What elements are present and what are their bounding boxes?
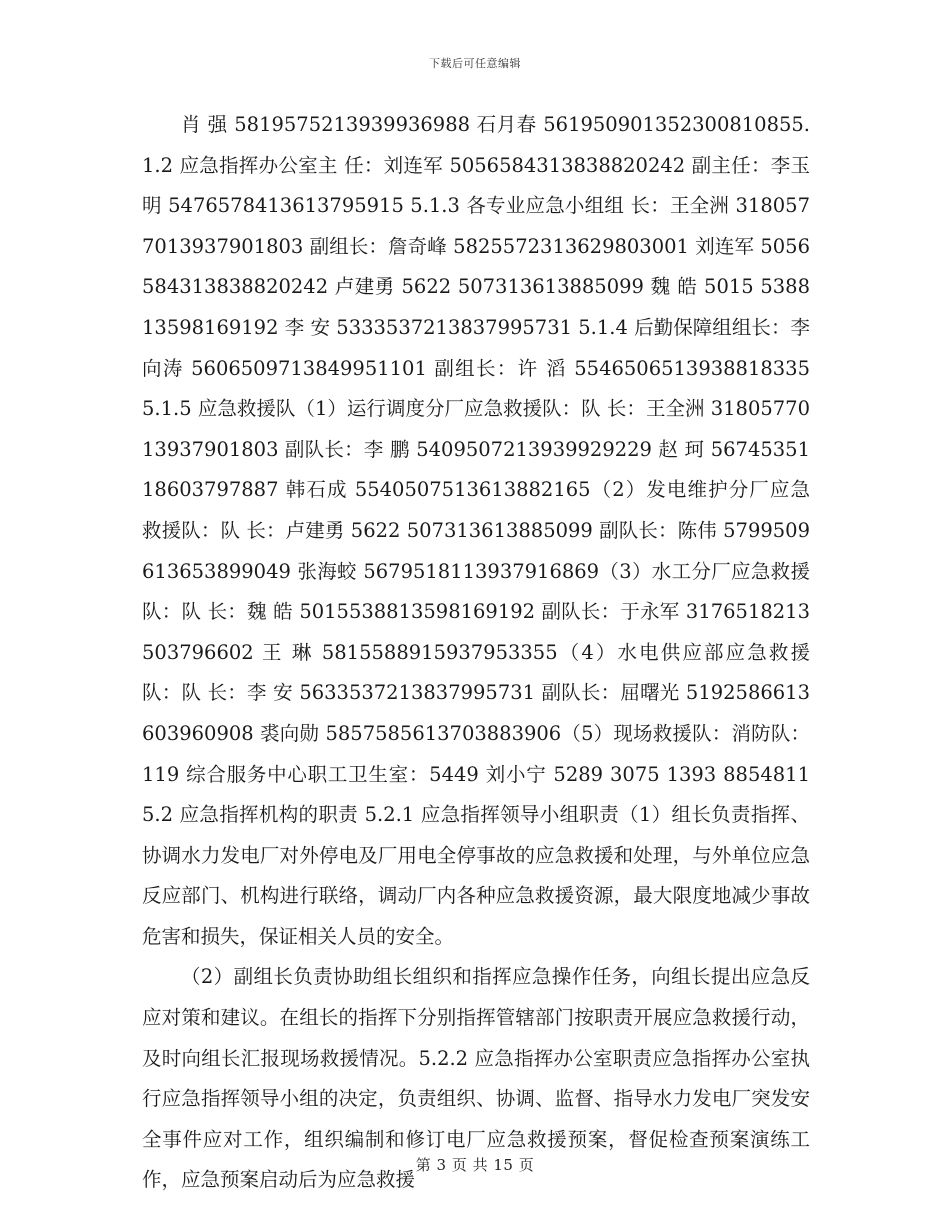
page-header-note: 下载后可任意编辑 <box>429 57 521 70</box>
body-paragraph-2: （2）副组长负责协助组长组织和指挥应急操作任务，向组长提出应急反应对策和建议。在组长的指挥下分别指挥管辖部门按职责开展应急救援行动，及时向组长汇报现场救援情况。5.2.2 应急指挥办公室职责应急指挥办公室执行应急指挥领导小组的决定，负责组织、协调、监督、指导水力发电厂突发安全事件应对工作，组织编制和修订电厂应急救援预案，督促检查预案演练工作，应急预案启动后为应急救援 <box>142 965 810 1192</box>
document-body <box>142 105 810 1201</box>
body-paragraph-1: 肖 强 5819575213939936988 石月春 561950901352300810855.1.2 应急指挥办公室主 任：刘连军 5056584313838820242 副主任：李玉明 5476578413613795915 5.1.3 各专业应急小组组 长：王全洲 3180577013937901803 副组长：詹奇峰 5825572313629803001 刘连军 5056584313838820242 卢建勇 5622 507313613885099 魏 皓 5015 538813598169192 李 安 5333537213837995731 5.1.4 后勤保障组组长：李向涛 5606509713849951101 副组长：许 滔 5546506513938818335 5.1.5 应急救援队（1）运行调度分厂应急救援队：队 长：王全洲 3180577013937901803 副队长：李 鹏 5409507213939929229 赵 珂 5674535118603797887 韩石成 5540507513613882165（2）发电维护分厂应急救援队：队 长：卢建勇 5622 507313613885099 副队长：陈伟 5799509613653899049 张海蛟 5679518113937916869（3）水工分厂应急救援队：队 长：魏 皓 5015538813598169192 副队长：于永军 3176518213503796602 王 琳 5815588915937953355（4）水电供应部应急救援队：队 长：李 安 5633537213837995731 副队长：屈曙光 5192586613603960908 裘向勋 5857585613703883906（5）现场救援队：消防队：119 综合服务中心职工卫生室：5449 刘小宁 5289 3075 1393 8854811 5.2 应急指挥机构的职责 5.2.1 应急指挥领导小组职责（1）组长负责指挥、协调水力发电厂对外停电及厂用电全停事故的应急救援和处理，与外单位应急反应部门、机构进行联络，调动厂内各种应急救援资源，最大限度地减少事故危害和损失，保证相关人员的安全。 <box>142 113 810 948</box>
page-footer-number: 第 3 页 共 15 页 <box>415 1156 535 1174</box>
